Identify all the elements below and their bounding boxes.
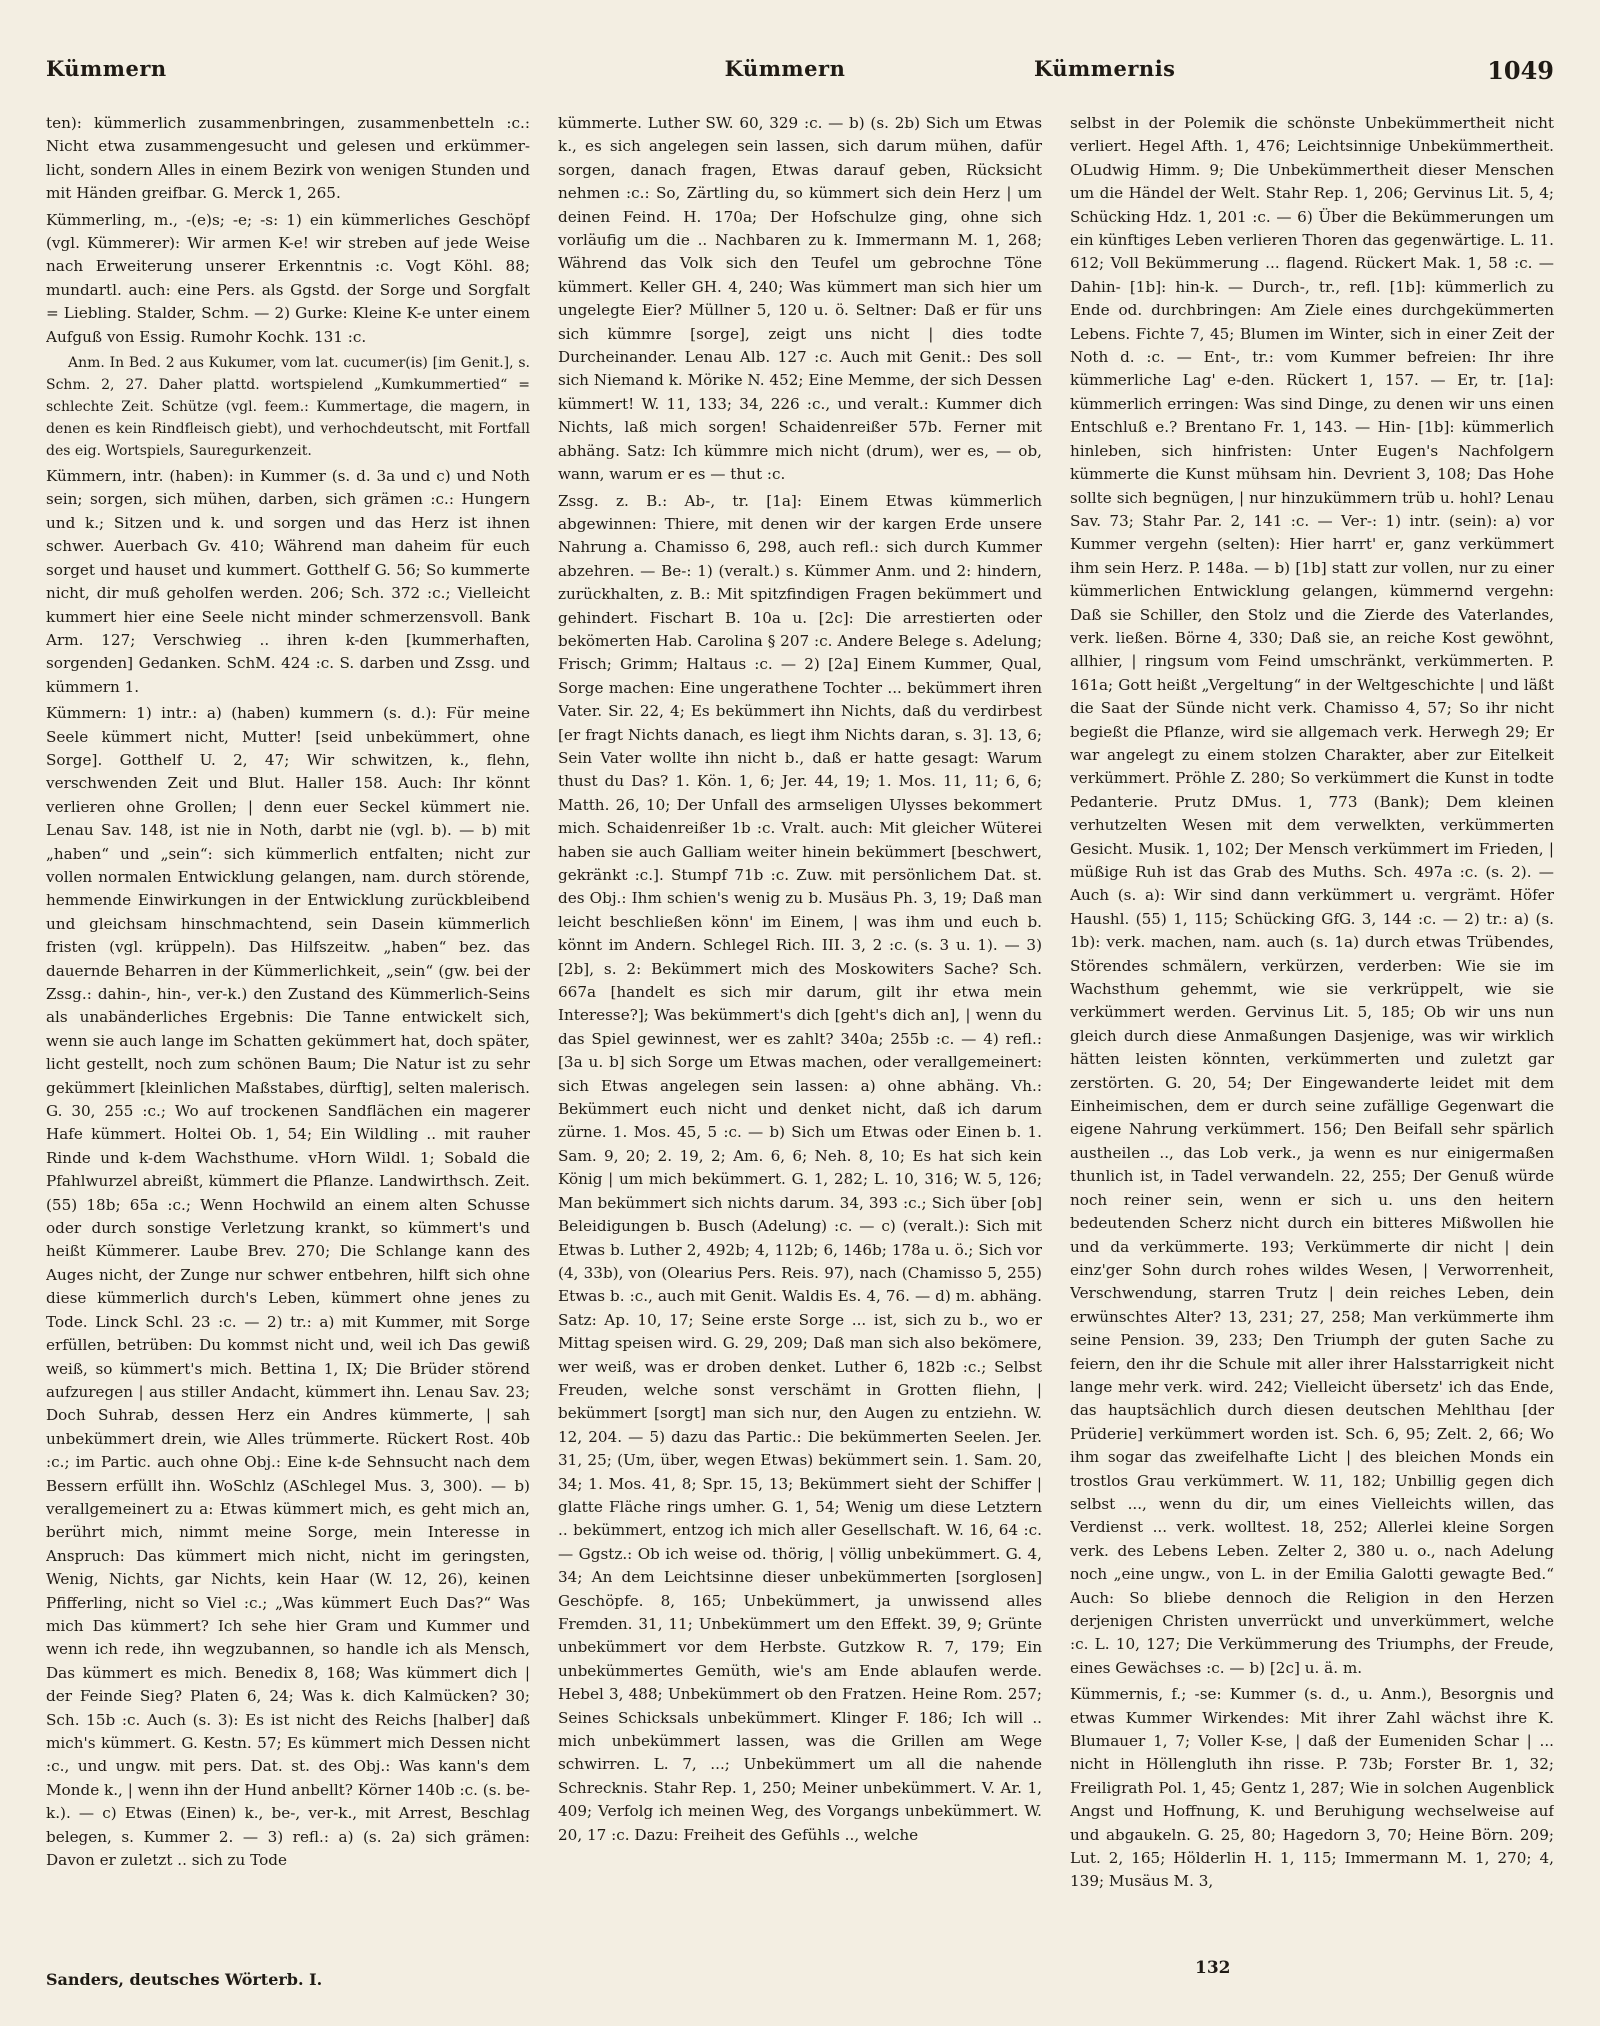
footer-publication: Sanders, deutsches Wörterb. I. xyxy=(46,1970,323,1989)
dictionary-entry: kümmerte. Luther SW. 60, 329 :c. — b) (s. 2b) Sich um Etwas k., es sich angelegen sein lassen, sich darum mühen, dafür sorgen, danach fragen, Etwas darauf geben, Rücksicht nehmen :c.: So, Zärtling du, so kümmert sich dein Herz | um deinen Feind. H. 170a; Der Hofschulze ging, ohne sich vorläufig um die .. Nachbaren zu k. Immermann M. 1, 268; Während das Volk sich den Teufel um gebrochne Töne kümmert. Keller GH. 4, 240; Was kümmert man sich hier um ungelegte Eier? Müllner 5, 120 u. ö. Seltner: Daß er für uns sich kümmre [sorge], zeigt uns nicht | dies todte Durcheinander. Lenau Alb. 127 :c. Auch mit Genit.: Des soll sich Niemand k. Mörike N. 452; Eine Memme, der sich Dessen kümmert! W. 11, 133; 34, 226 :c., und veralt.: Kummer dich Nichts, laß mich sorgen! Schaidenreißer 57b. Ferner mit abhäng. Satz: Ich kümmre mich nicht (drum), wer es, — ob, wann, warum er es — thut :c. xyxy=(558,114,1042,484)
column-middle xyxy=(558,112,1042,1962)
column-left xyxy=(46,112,530,1962)
header-right-keyword: Kümmernis xyxy=(1034,56,1176,81)
dictionary-entry: Zssg. z. B.: Ab-, tr. [1a]: Einem Etwas kümmerlich abgewinnen: Thiere, mit denen wir der kargen Erde unsere Nahrung a. Chamisso 6, 298, auch refl.: sich durch Kummer abzehren. — Be-: 1) (veralt.) s. Kümmer Anm. und 2: hindern, zurückhalten, z. B.: Mit spitzfindigen Fragen bekümmert und gehindert. Fischart B. 10a u. [2c]: Die arrestierten oder bekömerten Hab. Carolina § 207 :c. Andere Belege s. Adelung; Frisch; Grimm; Haltaus :c. — 2) [2a] Einem Kummer, Qual, Sorge machen: Eine ungerathene Tochter ... bekümmert ihren Vater. Sir. 22, 4; Es bekümmert ihn Nichts, daß du verdirbest [er fragt Nichts danach, es liegt ihm Nichts daran, s. 3]. 13, 6; Sein Vater wollte ihn nicht b., daß er hatte gesagt: Warum thust du Das? 1. Kön. 1, 6; Jer. 44, 19; 1. Mos. 11, 11; 6, 6; Matth. 26, 10; Der Unfall des armseligen Ulysses bekommert mich. Schaidenreißer 1b :c. Vralt. auch: Mit gleicher Wüterei haben sie auch Galliam weiter hinein bekümmert [beschwert, gekränkt :c.]. Stumpf 71b :c. Zuw. mit persönlichem Dat. st. des Obj.: Ihm schien's wenig zu b. Musäus Ph. 3, 19; Daß man leicht beschließen könn' im Einem, | was ihm und euch b. könnt im Andern. Schlegel Rich. III. 3, 2 :c. (s. 3 u. 1). — 3) [2b], s. 2: Bekümmert mich des Moskowiters Sache? Sch. 667a [handelt es sich mir darum, gilt ihr etwa mein Interesse?]; Was bekümmert's dich [geht's dich an], | wenn du das Spiel gewinnest, wer es zahlt? 340a; 255b :c. — 4) refl.: [3a u. b] sich Sorge um Etwas machen, oder verallgemeinert: sich Etwas angelegen sein lassen: a) ohne abhäng. Vh.: Bekümmert euch nicht und denket nicht, daß ich darum zürne. 1. Mos. 45, 5 :c. — b) Sich um Etwas oder Einen b. 1. Sam. 9, 20; 2. 19, 2; Am. 6, 6; Neh. 8, 10; Es hat sich kein König | um mich bekümmert. G. 1, 282; L. 10, 316; W. 5, 126; Man bekümmert sich nichts darum. 34, 393 :c.; Sich über [ob] Beleidigungen b. Busch (Adelung) :c. — c) (veralt.): Sich mit Etwas b. Luther 2, 492b; 4, 112b; 6, 146b; 178a u. ö.; Sich vor (4, 33b), von (Olearius Pers. Reis. 97), nach (Chamisso 5, 255) Etwas b. :c., auch mit Genit. Waldis Es. 4, 76. — d) m. abhäng. Satz: Ap. 10, 17; Seine erste Sorge ... ist, sich zu b., wo er Mittag speisen wird. G. 29, 209; Daß man sich also bekömere, wer weiß, was er droben denket. Luther 6, 182b :c.; Selbst Freuden, welche sonst verschämt in Grotten fliehn, | bekümmert [sorgt] man sich nur, den Augen zu entziehn. W. 12, 204. — 5) dazu das Partic.: Die bekümmerten Seelen. Jer. 31, 25; (Um, über, wegen Etwas) bekümmert sein. 1. Sam. 20, 34; 1. Mos. 41, 8; Spr. 15, 13; Bekümmert sieht der Schiffer | glatte Fläche rings umher. G. 1, 54; Wenig um diese Letztern .. bekümmert, entzog ich mich aller Gesellschaft. W. 16, 64 :c. — Ggstz.: Ob ich weise od. thörig, | völlig unbekümmert. G. 4, 34; An dem Leichtsinne dieser unbekümmerten [sorglosen] Geschöpfe. 8, 165; Unbekümmert, ja unwissend alles Fremden. 31, 11; Unbekümmert um den Effekt. 39, 9; Grünte unbekümmert vor dem Herbste. Gutzkow R. 7, 179; Ein unbekümmertes Gemüth, wie's am Ende ablaufen werde. Hebel 3, 488; Unbekümmert ob den Fratzen. Heine Rom. 257; Seines Schicksals unbekümmert. Klinger F. 186; Ich will .. mich unbekümmert lassen, was die Grillen am Wege schwirren. L. 7, ...; Unbekümmert um all die nahende Schrecknis. Stahr Rep. 1, 250; Meiner unbekümmert. V. Ar. 1, 409; Verfolg ich meinen Weg, des Vorgangs unbekümmert. W. 20, 17 :c. Dazu: Freiheit des Gefühls .., welche xyxy=(558,491,1042,1844)
dictionary-entry: Kümmerling, m., -(e)s; -e; -s: 1) ein kümmerliches Geschöpf (vgl. Kümmerer): Wir armen K-e! wir streben auf jede Weise nach Erweiterung unserer Erkenntnis :c. Vogt Köhl. 88; mundartl. auch: eine Pers. als Ggstd. der Sorge und Sorgfalt = Liebling. Stalder, Schm. — 2) Gurke: Kleine K-e unter einem Aufguß von Essig. Rumohr Kochk. 131 :c. xyxy=(46,210,530,346)
running-header xyxy=(46,56,1554,98)
annotation-paragraph: Anm. In Bed. 2 aus Kukumer, vom lat. cucumer(is) [im Genit.], s. Schm. 2, 27. Daher plattd. wortspielend „Kumkummertied“ = schlechte Zeit. Schütze (vgl. feem.: Kummertage, die magern, in denen es kein Rindfleisch giebt), und verhochdeutscht, mit Fortfall des eig. Wortspiels, Sauregurkenzeit. xyxy=(46,355,530,460)
page-number: 1049 xyxy=(1487,56,1554,85)
header-center-keyword: Kümmern xyxy=(724,56,846,81)
printer-signature: 132 xyxy=(1195,1958,1231,1978)
dictionary-entry: Kümmernis, f.; -se: Kummer (s. d., u. Anm.), Besorgnis und etwas Kummer Wirkendes: Mit ihrer Zahl wächst ihre K. Blumauer 1, 7; Voller K-se, | daß der Eumeniden Schar | ... nicht in Höllengluth ihn risse. P. 73b; Forster Br. 1, 32; Freiligrath Pol. 1, 45; Gentz 1, 287; Wie in solchen Augenblick Angst und Hoffnung, K. und Beruhigung wechselweise auf und abgaukeln. G. 25, 80; Hagedorn 3, 70; Heine Börn. 209; Lut. 2, 165; Hölderlin H. 1, 115; Immermann M. 1, 270; 4, 139; Musäus M. 3, xyxy=(1070,1685,1554,1891)
text-columns xyxy=(46,112,1554,1962)
dictionary-entry: Kümmern: 1) intr.: a) (haben) kummern (s. d.): Für meine Seele kümmert nicht, Mutter! [seid unbekümmert, ohne Sorge]. Gotthelf U. 2, 47; Wir schwitzen, k., flehn, verschwenden Zeit und Blut. Haller 158. Auch: Ihr könnt verlieren ohne Grollen; | denn euer Seckel kümmert nie. Lenau Sav. 148, ist nie in Noth, darbt nie (vgl. b). — b) mit „haben“ und „sein“: sich kümmerlich entfalten; nicht zur vollen normalen Entwicklung gelangen, nam. durch störende, hemmende Einwirkungen in der Entwicklung zurückbleibend und gleichsam hinschmachtend, sein Dasein kümmerlich fristen (vgl. krüppeln). Das Hilfszeitw. „haben“ bez. das dauernde Beharren in der Kümmerlichkeit, „sein“ (gw. bei der Zssg.: dahin-, hin-, ver-k.) den Zustand des Kümmerlich-Seins als unabänderliches Ergebnis: Die Tanne entwickelt sich, wenn sie auch lange im Schatten gekümmert hat, doch später, licht gestellt, noch zum schönen Baum; Die Natur ist zu sehr gekümmert [kleinlichen Maßstabes, dürftig], selten malerisch. G. 30, 255 :c.; Wo auf trockenen Sandflächen ein magerer Hafe kümmert. Holtei Ob. 1, 54; Ein Wildling .. mit rauher Rinde und k-dem Wachsthume. vHorn Wildl. 1; Sobald die Pfahlwurzel abreißt, kümmert die Pflanze. Landwirthsch. Zeit. (55) 18b; 65a :c.; Wenn Hochwild an einem alten Schusse oder durch sonstige Verletzung krankt, so kümmert's und heißt Kümmerer. Laube Brev. 270; Die Schlange kann des Auges nicht, der Zunge nur schwer entbehren, hilft sich ohne diese kümmerlich durch's Leben, kümmert ohne jenes zu Tode. Linck Schl. 23 :c. — 2) tr.: a) mit Kummer, mit Sorge erfüllen, betrüben: Du kommst nicht und, weil ich Das gewiß weiß, so kümmert's mich. Bettina 1, IX; Die Brüder störend aufzuregen | aus stiller Andacht, kümmert ihn. Lenau Sav. 23; Doch Suhrab, dessen Herz ein Andres kümmerte, | sah unbekümmert drein, wie Alles trümmerte. Rückert Rost. 40b :c.; im Partic. auch ohne Obj.: Eine k-de Sehnsucht nach dem Bessern erfüllt ihn. WoSchlz (ASchlegel Mus. 3, 300). — b) verallgemeinert zu a: Etwas kümmert mich, es geht mich an, berührt mich, nimmt meine Sorge, mein Interesse in Anspruch: Das kümmert mich nicht, nicht im geringsten, Wenig, Nichts, gar Nichts, kein Haar (W. 12, 26), keinen Pfifferling, nicht so Viel :c.; „Was kümmert Euch Das?“ Was mich Das kümmert? Ich sehe hier Gram und Kummer und wenn ich rede, ihn wegzubannen, so handle ich als Mensch, Das kümmert es mich. Benedix 8, 168; Was kümmert dich | der Feinde Sieg? Platen 6, 24; Was k. dich Kalmücken? 30; Sch. 15b :c. Auch (s. 3): Es ist nicht des Reichs [halber] daß mich's kümmert. G. Kestn. 57; Es kümmert mich Dessen nicht :c., und ungw. mit pers. Dat. st. des Obj.: Was kann's dem Monde k., | wenn ihn der Hund anbellt? Körner 140b :c. (s. be-k.). — c) Etwas (Einen) k., be-, ver-k., mit Arrest, Beschlag belegen, s. Kummer 2. — 3) refl.: a) (s. 2a) sich grämen: Davon er zuletzt .. sich zu Tode xyxy=(46,704,530,1870)
dictionary-entry: Kümmern, intr. (haben): in Kummer (s. d. 3a und c) und Noth sein; sorgen, sich mühen, darben, sich grämen :c.: Hungern und k.; Sitzen und k. und sorgen und das Herz ist ihnen schwer. Auerbach Gv. 410; Während man daheim für euch sorget und hauset und kummert. Gotthelf G. 56; So kummerte nicht, dir muß geholfen werden. 206; Sch. 372 :c.; Vielleicht kummert hier eine Seele nicht minder schmerzensvoll. Bank Arm. 127; Verschwieg .. ihren k-den [kummerhaften, sorgenden] Gedanken. SchM. 424 :c. S. darben und Zssg. und kümmern 1. xyxy=(46,467,530,696)
header-right-group xyxy=(1034,56,1554,85)
dictionary-entry: selbst in der Polemik die schönste Unbekümmertheit nicht verliert. Hegel Afth. 1, 476; Leichtsinnige Unbekümmertheit. OLudwig Himm. 9; Die Unbekümmertheit dieser Menschen um die Händel der Welt. Stahr Rep. 1, 206; Gervinus Lit. 5, 4; Schücking Hdz. 1, 201 :c. — 6) Über die Bekümmerungen um ein künftiges Leben verlieren Thoren das gegenwärtige. L. 11. 612; Voll Bekümmerung ... flagend. Rückert Mak. 1, 58 :c. — Dahin- [1b]: hin-k. — Durch-, tr., refl. [1b]: kümmerlich zu Ende od. durchbringen: Am Ziele eines durchgekümmerten Lebens. Fichte 7, 45; Blumen im Winter, sich in einer Zeit der Noth d. :c. — Ent-, tr.: vom Kummer befreien: Ihr ihre kümmerliche Lag' e-den. Rückert 1, 157. — Er, tr. [1a]: kümmerlich erringen: Was sind Dinge, zu denen wir uns einen Entschluß e.? Brentano Fr. 1, 143. — Hin- [1b]: kümmerlich hinleben, sich hinfristen: Unter Eugen's Nachfolgern kümmerte die Kunst mühsam hin. Devrient 3, 108; Das Hohe sollte sich begnügen, | nur hinzukümmern trüb u. hohl? Lenau Sav. 73; Stahr Par. 2, 141 :c. — Ver-: 1) intr. (sein): a) vor Kummer vergehn (selten): Hier harrt' er, ganz verkümmert ihm sein Herz. P. 148a. — b) [1b] statt zur vollen, nur zu einer kümmerlichen Entwicklung gelangen, kümmernd vergehn: Daß sie Schiller, den Stolz und die Zierde des Vaterlandes, verk. ließen. Börne 4, 330; Daß sie, an reiche Kost gewöhnt, allhier, | ringsum vom Feind umschränkt, verkümmerten. P. 161a; Gott heißt „Vergeltung“ in der Weltgeschichte | und läßt die Saat der Sünde nicht verk. Chamisso 4, 57; So ihr nicht begießt die Pflanze, wird sie allgemach verk. Herwegh 29; Er war angelegt zu einem stolzen Charakter, aber zur Eitelkeit verkümmert. Pröhle Z. 280; So verkümmert die Kunst in todte Pedanterie. Prutz DMus. 1, 773 (Bank); Dem kleinen verhutzelten Wesen mit dem verwelkten, verkümmerten Gesicht. Musik. 1, 102; Der Mensch verkümmert im Frieden, | müßige Ruh ist das Grab des Muths. Sch. 497a :c. (s. 2). — Auch (s. a): Wir sind dann verkümmert u. vergrämt. Höfer Haushl. (55) 1, 115; Schücking GfG. 3, 144 :c. — 2) tr.: a) (s. 1b): verk. machen, nam. auch (s. 1a) durch etwas Trübendes, Störendes schmälern, verkürzen, verderben: Wie sie im Wachsthum gehemmt, wie sie verkrüppelt, wie sie verkümmert werden. Gervinus Lit. 5, 185; Ob wir uns nun gleich durch diese Anmaßungen Dasjenige, was wir wirklich hätten leisten könnten, verkümmerten und zuletzt gar zerstörten. G. 20, 54; Der Eingewanderte leidet mit dem Einheimischen, dem er durch seine zufällige Gegenwart die eigene Nahrung verkümmert. 156; Den Beifall sehr spärlich austheilen .., das Lob verk., ja wenn es nur einigermaßen thunlich ist, in Tadel verwandeln. 22, 255; Der Genuß würde noch reiner sein, wenn er sich u. uns den heitern bedeutenden Scherz nicht durch ein bitteres Mißwollen hie und da verkümmerte. 193; Verkümmerte dir nicht | dein einz'ger Sohn durch rohes wildes Wesen, | Verworrenheit, Verschwendung, starren Trutz | dein reiches Leben, dein erwünschtes Alter? 13, 231; 27, 258; Man verkümmerte ihm seine Pension. 39, 233; Den Triumph der guten Sache zu feiern, den ihr die Schule mit aller ihrer Halsstarrigkeit nicht lange mehr verk. wird. 242; Vielleicht übersetz' ich das Ende, das hauptsächlich durch diesen deutschen Mehlthau [der Prüderie] verkümmert worden ist. Sch. 6, 95; Zelt. 2, 66; Wo ihm sogar das zweifelhafte Licht | des bleichen Monds ein trostlos Grau verkümmert. W. 11, 182; Unbillig gegen dich selbst ..., wenn du dir, um eines Vielleichts willen, das Verdienst ... verk. wolltest. 18, 252; Allerlei kleine Sorgen verk. des Lebens Leben. Zelter 2, 380 u. o., nach Adelung noch „eine ungw., von L. in der Emilia Galotti gewagte Bed.“ Auch: So bliebe dennoch die Religion in den Herzen derjenigen Christen unverrückt und unverkümmert, welche :c. L. 10, 127; Die Verkümmerung des Triumphs, der Freude, eines Gewächses :c. — b) [2c] u. ä. m. xyxy=(1070,114,1554,1677)
header-left-keyword: Kümmern xyxy=(46,56,167,81)
dictionary-entry: ten): kümmerlich zusammenbringen, zusammenbetteln :c.: Nicht etwa zusammengesucht und gelesen und erkümmerlicht, sondern Alles in einem Bezirk von wenigen Stunden und mit Händen greifbar. G. Merck 1, 265. xyxy=(46,114,530,203)
column-right xyxy=(1070,112,1554,1962)
